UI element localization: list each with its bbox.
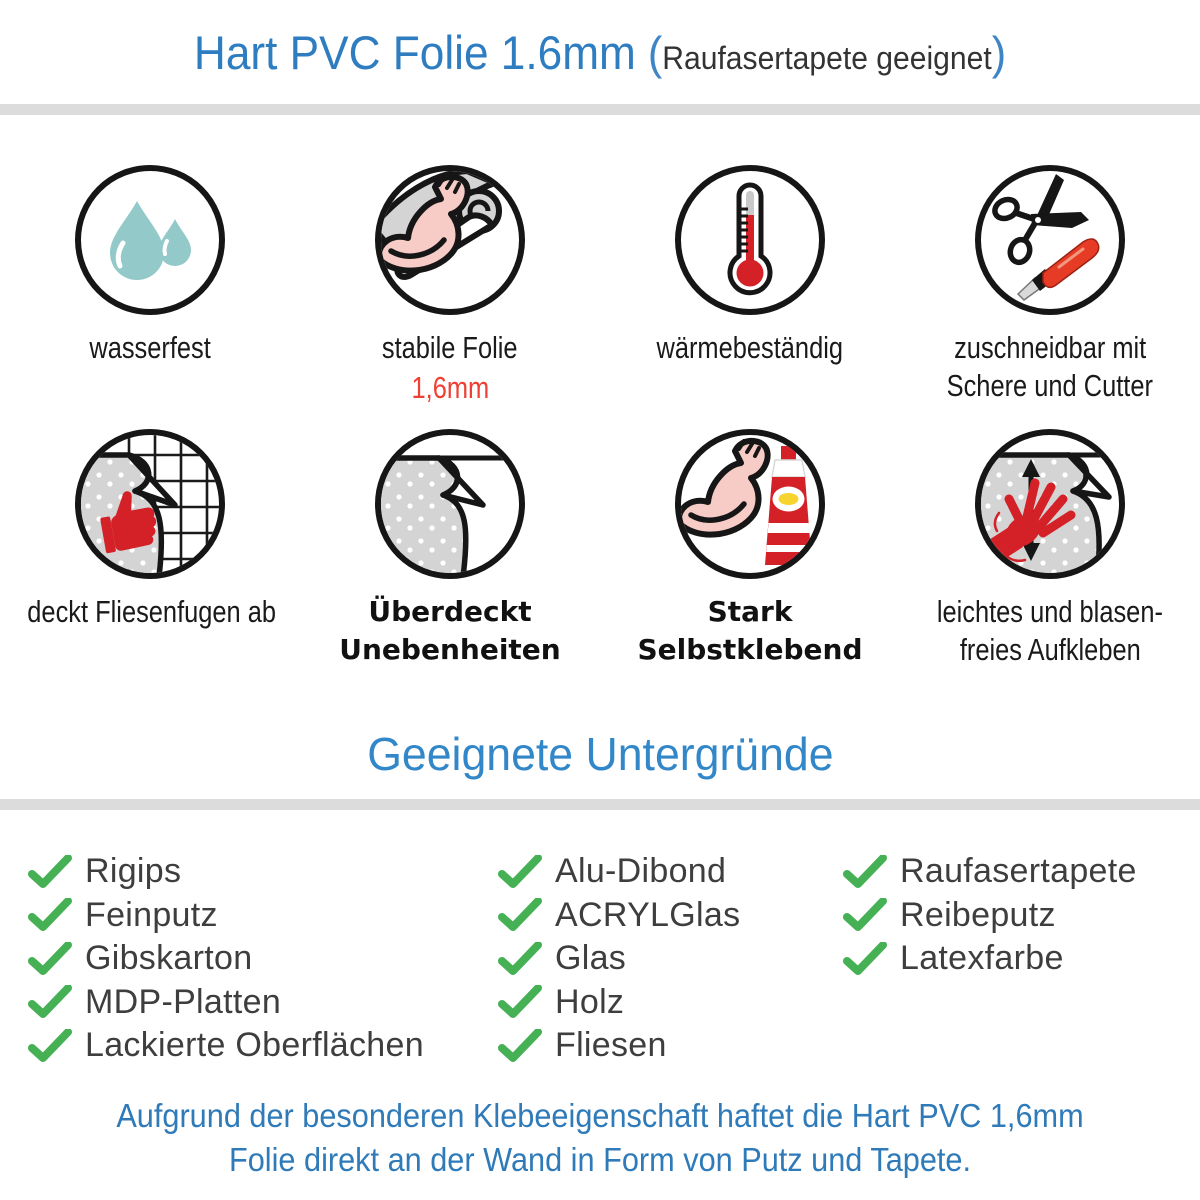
list-item [28,1024,498,1068]
check-icon [28,942,72,976]
feature-label-line2: freies Aufkleben [959,632,1141,667]
feature-blasenfrei [900,425,1200,669]
feature-zuschneidbar [900,161,1200,425]
footer-note [0,1094,1200,1182]
substrate-label: Glas [555,939,627,978]
list-item [28,894,498,938]
feature-sublabel-thickness: 1,6mm [411,370,489,405]
check-icon [498,942,542,976]
feature-label: stabile Folie [382,330,518,365]
list-item [498,894,843,938]
feature-label: Überdeckt [368,595,532,628]
list-item [843,850,1198,894]
divider-bar-middle [0,799,1200,810]
smoothing-hand-icon [971,425,1129,583]
list-item [28,981,498,1025]
thermometer-icon [671,161,829,319]
check-icon [498,1029,542,1063]
page-header [0,0,1200,104]
check-icon [498,855,542,889]
check-icon [28,1029,72,1063]
feature-stabile-folie [300,161,600,425]
list-item [498,850,843,894]
feature-label: deckt Fliesenfugen ab [27,594,277,629]
tile-thumbs-up-icon [71,425,229,583]
substrate-label: Lackierte Oberflächen [85,1026,424,1065]
footer-line-1: Aufgrund der besonderen Klebeeigenschaft haftet die Hart PVC 1,6mm [116,1096,1084,1134]
list-item [28,937,498,981]
substrate-label: Feinputz [85,895,218,934]
list-item [28,850,498,894]
page-title [194,25,1006,80]
substrate-label: Rigips [85,852,182,891]
list-item [498,981,843,1025]
scissors-cutter-icon [971,161,1129,319]
check-icon [843,855,887,889]
feature-label: leichtes und blasen- [936,594,1164,629]
title-main: Hart PVC Folie 1.6mm [193,25,636,79]
footer-line-2: Folie direkt an der Wand in Form von Putz und Tapete. [228,1140,972,1178]
title-subtitle: Raufasertapete geeignet [662,39,992,76]
substrate-label: Raufasertapete [900,852,1137,891]
feature-row-2 [0,425,1200,669]
feature-selbstklebend [600,425,900,669]
water-drops-icon [71,161,229,319]
substrate-label: Alu-Dibond [555,852,727,891]
check-icon [498,985,542,1019]
list-item [843,894,1198,938]
feature-row-1 [0,161,1200,425]
section-heading-text: Geeignete Untergründe [366,728,834,780]
muscle-foil-icon [371,161,529,319]
check-icon [28,855,72,889]
feature-fliesenfugen [0,425,300,669]
check-icon [843,898,887,932]
feature-label-line2: Schere und Cutter [946,368,1154,403]
feature-waermebestaendig [600,161,900,425]
substrate-label: MDP-Platten [85,982,282,1021]
substrate-label: ACRYLGlas [555,895,741,934]
check-icon [28,898,72,932]
checklist-column-3 [843,850,1198,1068]
check-icon [28,985,72,1019]
muscle-glue-tube-icon [671,425,829,583]
substrates-checklist [0,850,1200,1068]
substrate-label: Holz [555,982,625,1021]
feature-wasserfest [0,161,300,425]
feature-label: wasserfest [89,330,211,365]
divider-bar-top [0,104,1200,115]
title-paren-close: ) [991,26,1007,79]
substrate-label: Latexfarbe [900,939,1064,978]
substrate-label: Gibskarton [85,939,253,978]
check-icon [843,942,887,976]
feature-label-line2: Selbstklebend [637,633,863,666]
feature-label: zuschneidbar mit [953,330,1147,365]
list-item [843,937,1198,981]
list-item [498,937,843,981]
folded-foil-icon [371,425,529,583]
list-item [498,1024,843,1068]
checklist-column-2 [498,850,843,1068]
section-heading-untergruende [0,727,1200,783]
feature-label: wärmebeständig [656,330,844,365]
check-icon [498,898,542,932]
substrate-label: Reibeputz [900,895,1056,934]
feature-unebenheiten [300,425,600,669]
feature-label: Stark [707,595,793,628]
title-paren-open: ( [647,26,663,79]
feature-label-line2: Unebenheiten [339,633,561,666]
substrate-label: Fliesen [555,1026,667,1065]
checklist-column-1 [28,850,498,1068]
